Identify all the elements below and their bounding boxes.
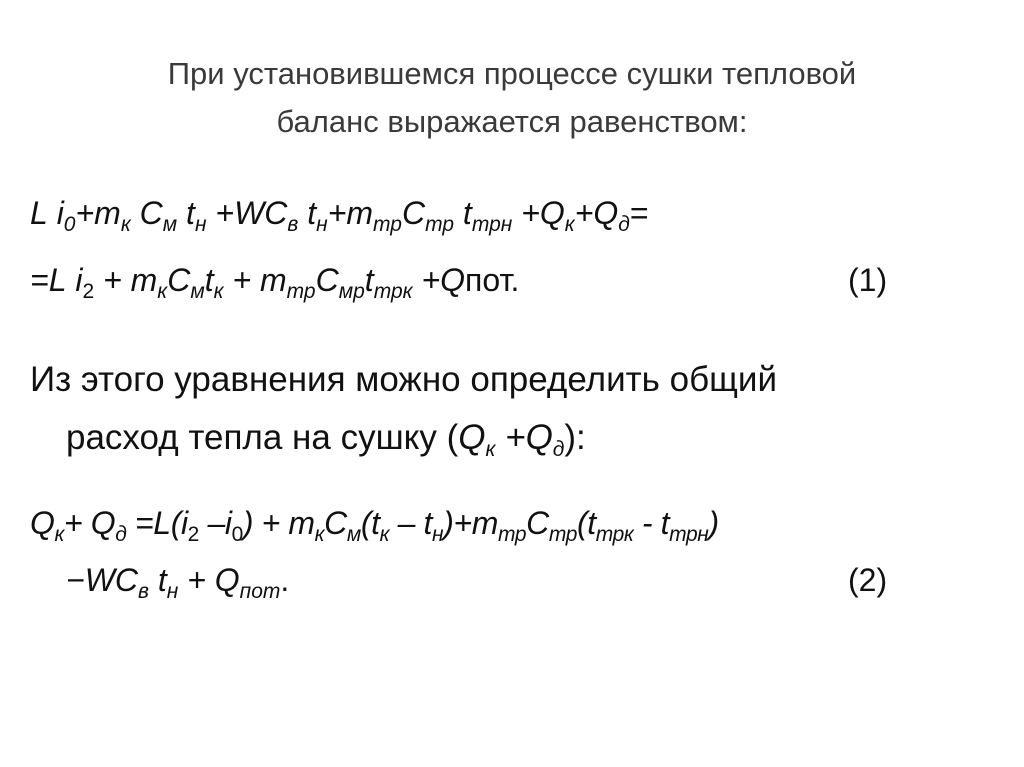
title-line-2: баланс выражается равенством: (276, 104, 748, 139)
eq-sub: трк (373, 280, 413, 303)
eq-term: i (75, 262, 83, 298)
equation-1-number: (1) (848, 262, 888, 298)
eq-sub: м (346, 523, 361, 546)
eq-term: ) (708, 505, 719, 541)
eq-term: L (30, 195, 48, 231)
title-line-1: При установившемся процессе сушки тепловой (167, 56, 857, 91)
eq-term: + m (232, 262, 287, 298)
eq-sub: тр (373, 213, 402, 236)
eq-term: +WC (215, 195, 288, 231)
eq-term: (t (577, 505, 596, 541)
eq-sub: тр (498, 523, 527, 546)
eq-term: C (526, 505, 549, 541)
eq-sub: д (618, 213, 630, 236)
eq-sub: 0 (231, 523, 243, 546)
eq-sub: к (213, 280, 224, 303)
eq-sub: к (485, 438, 496, 461)
eq-term: i (56, 195, 64, 231)
eq-term: t (157, 562, 167, 598)
eq-term: С (139, 195, 163, 231)
eq-sub: н (432, 523, 444, 546)
eq-term: t (204, 262, 214, 298)
eq-term: +Q (574, 195, 619, 231)
eq-term: (t (360, 505, 380, 541)
eq-term: – t (397, 505, 433, 541)
eq-sub: тр (425, 213, 455, 236)
eq-sub: тр (548, 523, 577, 546)
eq-term: Q (458, 418, 486, 457)
eq-term: +m (327, 195, 374, 231)
eq-sub: к (314, 523, 325, 546)
eq-term: + Q (187, 562, 240, 598)
eq-sub: 0 (63, 213, 76, 236)
eq-term: C (324, 505, 347, 541)
eq-sub: тр (286, 280, 316, 303)
eq-sub: трн (669, 523, 709, 546)
eq-term: t (364, 262, 374, 298)
eq-sub: д (115, 523, 127, 546)
paragraph-line-2 (66, 418, 586, 461)
eq-sub: д (552, 438, 565, 461)
eq-sub: трк (595, 523, 634, 546)
eq-sub: 2 (187, 523, 199, 546)
eq-sub: к (564, 213, 575, 236)
eq-sub: мр (338, 280, 365, 303)
slide-title (0, 50, 1024, 146)
eq-sub: н (166, 580, 179, 603)
equation-2-line-2 (66, 562, 290, 603)
eq-term: +Q (521, 195, 565, 231)
eq-term: =L (30, 262, 67, 298)
eq-term: C (315, 262, 339, 298)
eq-sub: пот (239, 580, 281, 603)
eq-sub: к (379, 523, 390, 546)
eq-term: +Q (505, 418, 553, 457)
eq-term: C (167, 262, 191, 298)
eq-term: t (186, 195, 195, 231)
eq-term: −WC (66, 562, 138, 598)
paragraph-line-1: Из этого уравнения можно определить общий (30, 360, 778, 399)
equation-1-line-2 (30, 262, 520, 303)
eq-term: =L(i (135, 505, 188, 541)
eq-sub: м (190, 280, 205, 303)
eq-term: ) + m (242, 505, 315, 541)
eq-term: )+m (443, 505, 498, 541)
eq-term: +m (75, 195, 121, 231)
eq-term: t (307, 195, 317, 231)
eq-term: C (401, 195, 426, 231)
eq-sub: м (162, 213, 178, 236)
eq-sub: к (54, 523, 65, 546)
eq-term: + m (103, 262, 158, 298)
eq-sub: в (138, 580, 149, 603)
paragraph-text: ): (564, 418, 586, 457)
eq-term: t (462, 195, 472, 231)
eq-term: = (629, 195, 649, 231)
eq-term: + Q (64, 505, 116, 541)
eq-term: . (280, 562, 290, 598)
eq-term: +Q (421, 262, 466, 298)
eq-sub: 2 (82, 280, 95, 303)
eq-sub: к (157, 280, 168, 303)
eq-term: пот. (465, 262, 520, 298)
eq-sub: в (287, 213, 299, 236)
eq-term: - t (641, 505, 670, 541)
eq-sub: н (316, 213, 328, 236)
equation-2-number: (2) (848, 562, 888, 598)
equation-2-line-1 (30, 505, 719, 546)
eq-sub: н (194, 213, 207, 236)
equation-1-line-1 (30, 195, 649, 236)
eq-sub: к (120, 213, 131, 236)
eq-term: Q (30, 505, 55, 541)
paragraph-text: расход тепла на сушку ( (66, 418, 459, 457)
eq-sub: трн (471, 213, 513, 236)
eq-term: –i (207, 505, 232, 541)
